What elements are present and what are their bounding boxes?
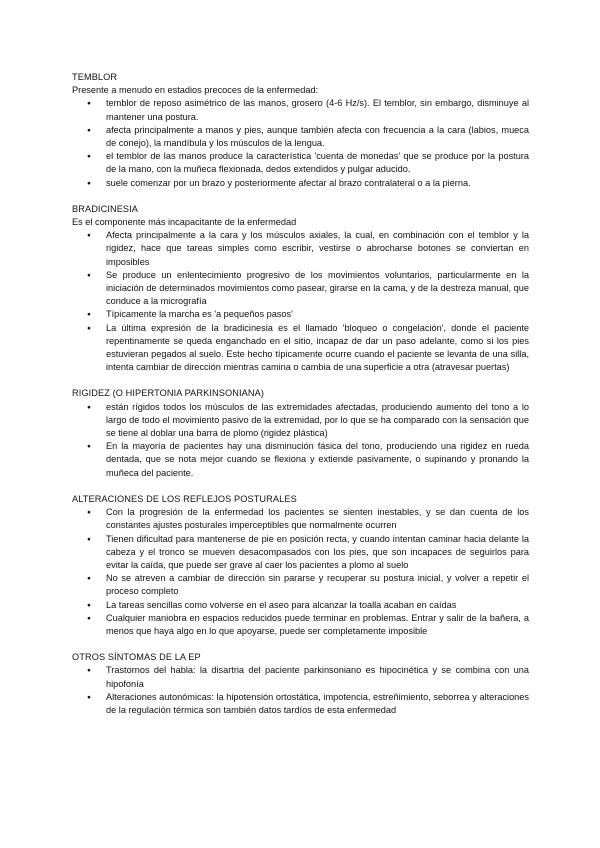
section-heading: RIGIDEZ (O HIPERTONIA PARKINSONIANA) [72, 388, 264, 399]
list-item: ● afecta principalmente a manos y pies, aunque también afecta con frecuencia a la cara (labios, mueca de conejo), la mandíbula y los músculos de la lengua. [106, 124, 529, 150]
document-body [72, 71, 529, 730]
list-item: ● temblor de reposo asimétrico de las manos, grosero (4-6 Hz/s). El temblor, sin embargo, disminuye al mantener una postura. [106, 97, 529, 123]
list-item: ● No se atreven a cambiar de dirección sin pararse y recuperar su postura inicial, y volver a repetir el proceso completo [106, 572, 529, 598]
section-heading: OTROS SÍNTOMAS DE LA EP [72, 652, 201, 663]
list-item: ● Tienen dificultad para mantenerse de pie en posición recta, y cuando intentan caminar hacia delante la cabeza y el tronco se mueven desacompasados con los pies, que son incapaces de seguirlos para evitar la caída, que puede ser grave al caer los pacientes a plomo al suelo [106, 533, 529, 573]
section-bradicinesia [72, 203, 529, 375]
section-heading: ALTERACIONES DE LOS REFLEJOS POSTURALES [72, 493, 297, 504]
list-item: ● están rígidos todos los músculos de las extremidades afectadas, produciendo aumento del tono a lo largo de todo el movimiento pasivo de la extremidad, por lo que se ha comparado con la sensación que se tiene al doblar una barra de plomo (rigidez plástica) [106, 401, 529, 441]
section-temblor [72, 71, 529, 190]
bullet-list [72, 229, 529, 374]
bullet-list [72, 506, 529, 638]
section-heading: BRADICINESIA [72, 203, 139, 214]
section-otros-sintomas [72, 651, 529, 717]
list-item: ● La tareas sencillas como volverse en el aseo para alcanzar la toalla acaban en caídas [106, 599, 529, 612]
list-item: ● suele comenzar por un brazo y posteriormente afectar al brazo contralateral o a la pierna. [106, 177, 529, 190]
bullet-list [72, 401, 529, 480]
list-item: ● Con la progresión de la enfermedad los pacientes se sienten inestables, y se dan cuenta de los constantes ajustes posturales imperceptibles que normalmente ocurren [106, 506, 529, 532]
list-item: ● Se produce un enlentecimiento progresivo de los movimientos voluntarios, particularmente en la iniciación de determinados movimientos como pasear, girarse en la cama, y de la destreza manual, que conduce a la micrografía [106, 269, 529, 309]
list-item: ● Cualquier maniobra en espacios reducidos puede terminar en problemas. Entrar y salir de la bañera, a menos que haya algo en lo que apoyarse, puede ser completamente imposible [106, 612, 529, 638]
section-intro: Presente a menudo en estadios precoces de la enfermedad: [72, 85, 319, 96]
list-item: ● Típicamente la marcha es 'a pequeños pasos' [106, 308, 529, 321]
list-item: ● La última expresión de la bradicinesia es el llamado 'bloqueo o congelación', donde el paciente repentinamente se queda enganchado en el sitio, incapaz de dar un paso adelante, como si los pies estuvieran pegados al suelo. Este hecho típicamente ocurre cuando el paciente se levanta de una silla, intenta cambiar de dirección mientras camina o cambia de una superficie a otra (atravesar puertas) [106, 322, 529, 375]
list-item: ● Afecta principalmente a la cara y los músculos axiales, la cual, en combinación con el temblor y la rigidez, hace que tareas simples como escribir, vestirse o abrocharse botones se conviertan en imposibles [106, 229, 529, 269]
list-item: ● Alteraciones autonómicas: la hipotensión ortostática, impotencia, estreñimiento, seborrea y alteraciones de la regulación térmica son también datos tardíos de esta enfermedad [106, 691, 529, 717]
section-heading: TEMBLOR [72, 72, 118, 82]
bullet-list [72, 664, 529, 717]
section-rigidez [72, 387, 529, 479]
section-reflejos-posturales [72, 493, 529, 638]
list-item: ● En la mayoría de pacientes hay una disminución fásica del tono, produciendo una rigidez en rueda dentada, que se nota mejor cuando se flexiona y extiende pasivamente, o supinando y pronando la muñeca del paciente. [106, 440, 529, 480]
list-item: ● Trastornos del habla: la disartria del paciente parkinsoniano es hipocinética y se combina con una hipofonía [106, 664, 529, 690]
bullet-list [72, 97, 529, 189]
section-intro: Es el componente más incapacitante de la enfermedad [72, 217, 297, 228]
list-item: ● el temblor de las manos produce la característica 'cuenta de monedas' que se produce por la postura de la mano, con la muñeca flexionada, dedos extendidos y pulgar aducido. [106, 150, 529, 176]
